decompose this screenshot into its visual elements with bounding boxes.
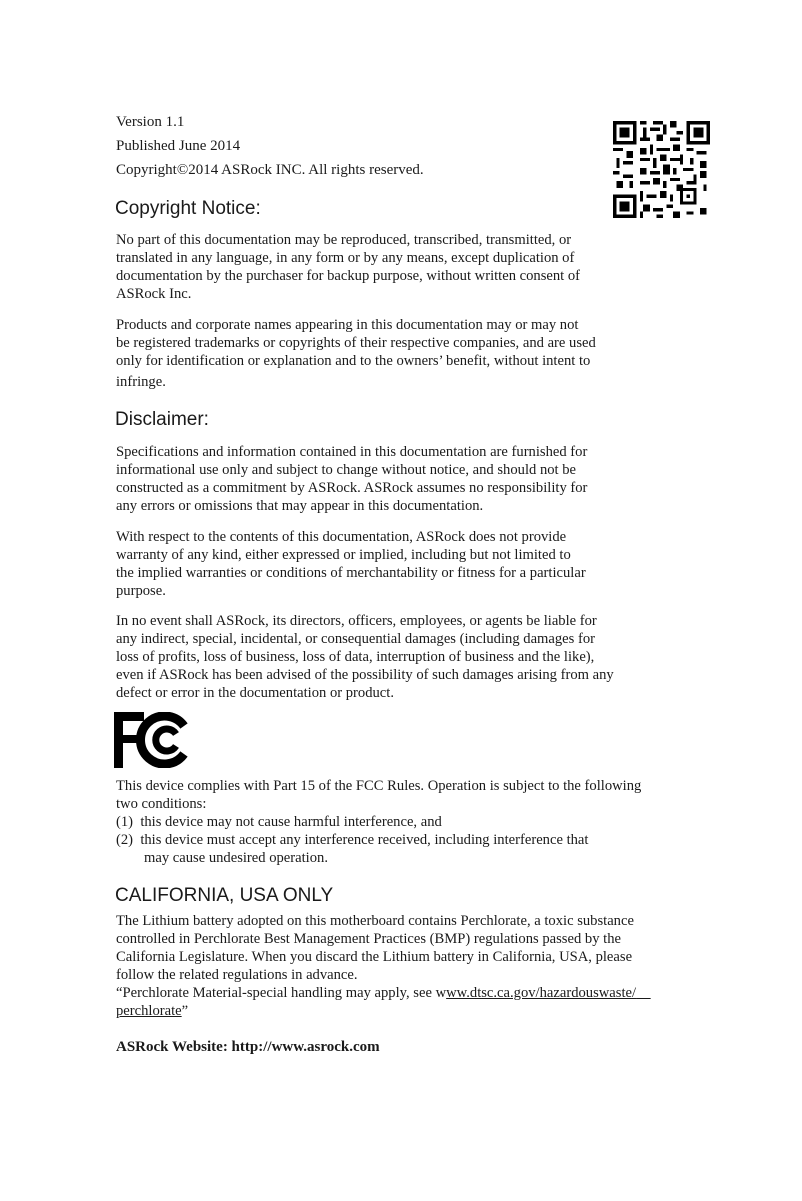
fcc-condition-1: (1) this device may not cause harmful interference, and [116, 814, 442, 830]
dtsc-link-continued[interactable]: perchlorate [116, 1003, 182, 1019]
perchlorate-note: “Perchlorate Material-special handling may apply, see www.dtsc.ca.gov/hazardouswaste/ [116, 985, 637, 1001]
fcc-condition-2: (2) this device must accept any interference received, including interference that [116, 832, 589, 848]
disclaimer-paragraph-3: In no event shall ASRock, its directors, officers, employees, or agents be liable for any indirect, special, incidental, or consequential damages (including damages for loss of profits, loss of business, loss of data, interruption of business and the like), even if ASRock has been advised of the possibility of such damages arising from any defect or error in the documentation or product. [116, 613, 614, 701]
california-heading: CALIFORNIA, USA ONLY [115, 885, 334, 906]
fcc-statement: This device complies with Part 15 of the FCC Rules. Operation is subject to the following two conditions: (1) this device may not cause harmful interference, and (2) this device must accept any interference received, including interference that may cause undesired operation. [116, 777, 776, 867]
asrock-website[interactable]: ASRock Website: http://www.asrock.com [116, 1039, 380, 1055]
california-paragraph: The Lithium battery adopted on this motherboard contains Perchlorate, a toxic substance controlled in Perchlorate Best Management Practices (BMP) regulations passed by the California Legislature. When you discard the Lithium battery in California, USA, please follow the related regulations in advance. “Perchlorate Material-special handling may apply, see www.dtsc.ca.gov/hazardouswaste/ perchlorate” [116, 912, 776, 1020]
copyright-notice-heading: Copyright Notice: [115, 198, 261, 219]
copyright-line: Copyright©2014 ASRock INC. All rights reserved. [116, 162, 424, 178]
version-text: Version 1.1 [116, 114, 185, 130]
copyright-paragraph-2: Products and corporate names appearing in this documentation may or may not be registered trademarks or copyrights of their respective companies, and are used only for identification or explanation and to the owners’ benefit, without intent to infringe. [116, 317, 596, 390]
copyright-paragraph-1: No part of this documentation may be reproduced, transcribed, transmitted, or translated in any language, in any form or by any means, except duplication of documentation by the purchaser for backup purpose, without written consent of ASRock Inc. [116, 232, 581, 302]
published-date: Published June 2014 [116, 138, 241, 154]
disclaimer-paragraph-2: With respect to the contents of this documentation, ASRock does not provide warranty of any kind, either expressed or implied, including but not limited to the implied warranties or conditions of merchantability or fitness for a particular purpose. [116, 529, 586, 599]
qr-code-icon [613, 121, 710, 218]
disclaimer-paragraph-1: Specifications and information contained in this documentation are furnished for informational use only and subject to change without notice, and should not be constructed as a commitment by ASRock. ASRock assumes no responsibility for any errors or omissions that may appear in this documentation. [116, 444, 588, 514]
fcc-logo-icon [114, 712, 190, 768]
disclaimer-heading: Disclaimer: [115, 409, 209, 430]
fcc-condition-2-continued: may cause undesired operation. [144, 850, 328, 866]
dtsc-link[interactable]: ww.dtsc.ca.gov/hazardouswaste/ [446, 985, 637, 1001]
